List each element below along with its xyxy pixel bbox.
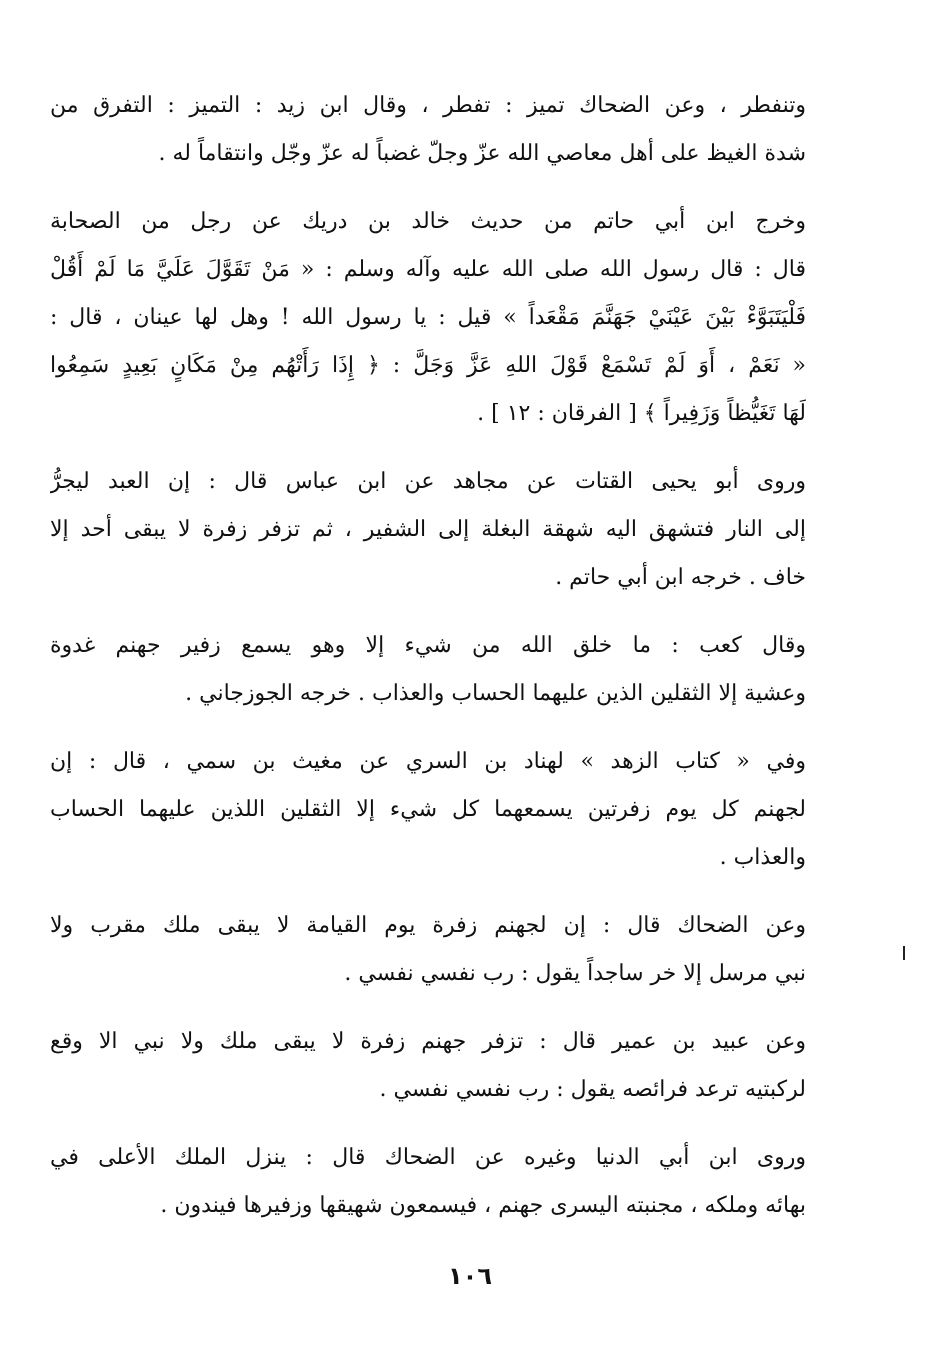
paragraph-3 xyxy=(50,458,806,602)
text-line: وتنفطر ، وعن الضحاك تميز : تفطر ، وقال ابن زيد : التميز : التفرق من xyxy=(50,93,806,118)
text-line: بهائه وملكه ، مجنبته اليسرى جهنم ، فيسمعون شهيقها وزفيرها فيندون . xyxy=(160,1193,806,1218)
margin-mark xyxy=(903,946,905,960)
paragraph-7 xyxy=(50,1018,806,1114)
text-line: وعن الضحاك قال : إن لجهنم زفرة يوم القيامة لا يبقى ملك مقرب ولا xyxy=(50,913,806,938)
page-number: ١٠٦ xyxy=(448,1262,492,1290)
text-line: وعشية إلا الثقلين الذين عليهما الحساب والعذاب . خرجه الجوزجاني . xyxy=(185,681,806,706)
text-line: فَلْيَتَبَوَّءْ بَيْنَ عَيْنَيْ جَهَنَّمَ مَقْعَداً » قيل : يا رسول الله ! وهل لها عينان ، قال : xyxy=(50,305,806,330)
text-line: لجهنم كل يوم زفرتين يسمعهما كل شيء إلا الثقلين اللذين عليهما الحساب xyxy=(50,797,806,822)
text-line: خاف . خرجه ابن أبي حاتم . xyxy=(555,565,806,590)
paragraph-1 xyxy=(50,82,806,178)
text-line: لَهَا تَغَيُّظاً وَزَفِيراً ﴾ [ الفرقان : ١٢ ] . xyxy=(477,401,806,426)
text-line: شدة الغيظ على أهل معاصي الله عزّ وجلّ غضباً له عزّ وجّل وانتقاماً له . xyxy=(158,141,806,166)
text-line: لركبتيه ترعد فرائصه يقول : رب نفسي نفسي . xyxy=(379,1077,806,1102)
book-page-text xyxy=(50,82,806,1250)
text-line: إلى النار فتشهق اليه شهقة البغلة إلى الشفير ، ثم تزفر زفرة لا يبقى أحد إلا xyxy=(50,517,806,542)
paragraph-5 xyxy=(50,738,806,882)
text-line: قال : قال رسول الله صلى الله عليه وآله وسلم : « مَنْ تَقَوَّلَ عَلَيَّ مَا لَمْ أَقُلْ xyxy=(50,257,806,282)
text-line: وروى أبو يحيى القتات عن مجاهد عن ابن عباس قال : إن العبد ليجرُّ xyxy=(50,469,806,494)
text-line: وخرج ابن أبي حاتم من حديث خالد بن دريك عن رجل من الصحابة xyxy=(50,209,806,234)
paragraph-8 xyxy=(50,1134,806,1230)
paragraph-6 xyxy=(50,902,806,998)
text-line: وفي « كتاب الزهد » لهناد بن السري عن مغيث بن سمي ، قال : إن xyxy=(50,749,806,774)
text-line: والعذاب . xyxy=(719,845,806,870)
paragraph-2 xyxy=(50,198,806,438)
text-line: نبي مرسل إلا خر ساجداً يقول : رب نفسي نفسي . xyxy=(344,961,806,986)
text-line: وروى ابن أبي الدنيا وغيره عن الضحاك قال : ينزل الملك الأعلى في xyxy=(50,1145,806,1170)
text-line: وعن عبيد بن عمير قال : تزفر جهنم زفرة لا يبقى ملك ولا نبي الا وقع xyxy=(50,1029,806,1054)
text-line: « نَعَمْ ، أَوَ لَمْ تَسْمَعْ قَوْلَ اللهِ عَزَّ وَجَلَّ : ﴿ إِذَا رَأَتْهُم مِنْ مَكَانٍ بَعِيدٍ سَمِعُوا xyxy=(50,353,806,378)
text-line: وقال كعب : ما خلق الله من شيء إلا وهو يسمع زفير جهنم غدوة xyxy=(50,633,806,658)
paragraph-4 xyxy=(50,622,806,718)
